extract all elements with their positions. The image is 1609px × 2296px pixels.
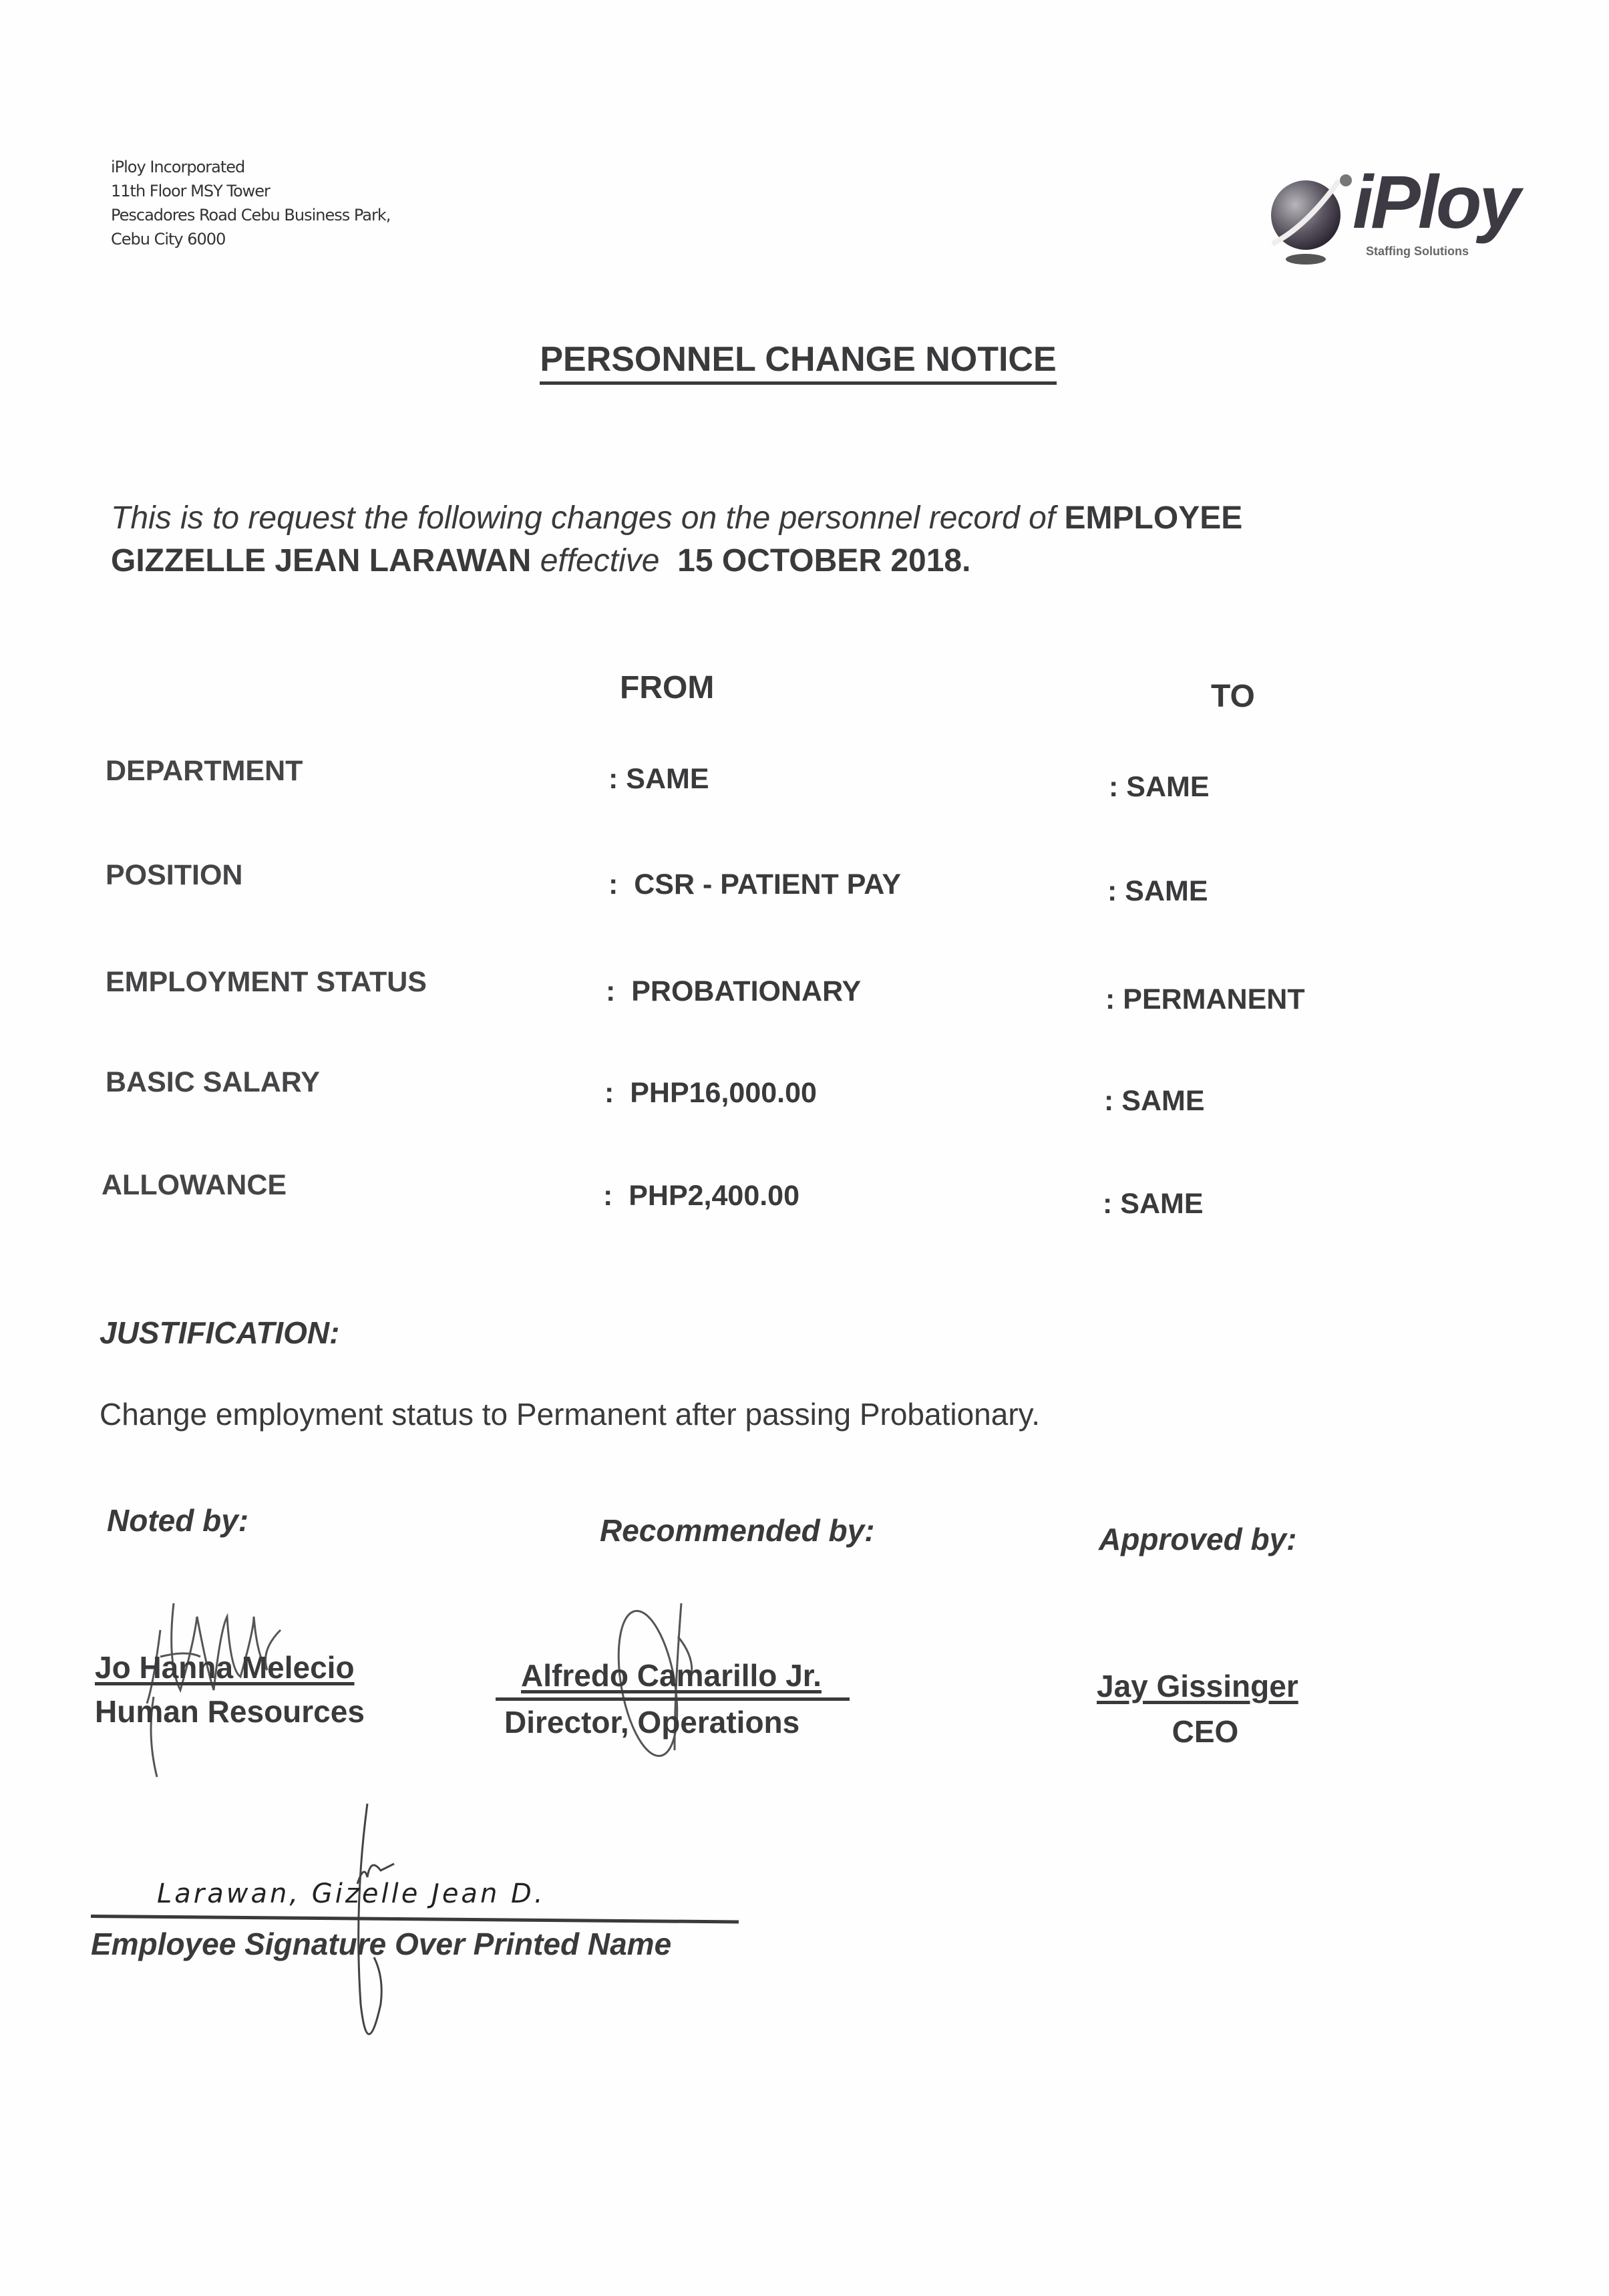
row-label-basic-salary: BASIC SALARY	[106, 1066, 320, 1098]
signatory-title-camarillo: Director, Operations	[504, 1705, 800, 1740]
company-logo	[1266, 160, 1533, 267]
noted-by-caption: Noted by:	[107, 1503, 249, 1538]
row-from-basic-salary: : PHP16,000.00	[604, 1077, 817, 1109]
signatory-line-camarillo	[496, 1697, 850, 1701]
row-to-basic-salary: : SAME	[1104, 1085, 1205, 1117]
signatory-name-camarillo: Alfredo Camarillo Jr.	[521, 1658, 822, 1693]
signature-melecio	[134, 1590, 334, 1790]
to-header: TO	[1211, 679, 1255, 714]
justification-label: JUSTIFICATION:	[100, 1315, 340, 1350]
logo-tagline: Staffing Solutions	[1366, 244, 1469, 258]
approved-by-caption: Approved by:	[1099, 1522, 1297, 1556]
address-line: 11th Floor MSY Tower	[111, 182, 270, 200]
employee-signature-label: Employee Signature Over Printed Name	[91, 1927, 672, 1961]
row-to-employment-status: : PERMANENT	[1105, 983, 1305, 1015]
row-to-allowance: : SAME	[1103, 1188, 1204, 1220]
intro-line-1: This is to request the following changes on the personnel record of EMPLOYEE	[111, 500, 1243, 536]
globe-icon	[1266, 174, 1353, 267]
row-from-department: : SAME	[608, 763, 709, 795]
signatory-title-gissinger: CEO	[1172, 1714, 1239, 1749]
row-label-department: DEPARTMENT	[106, 755, 303, 787]
effective-date: 15 OCTOBER 2018.	[677, 543, 971, 579]
signatory-title-melecio: Human Resources	[95, 1694, 365, 1729]
from-header: FROM	[620, 670, 715, 705]
row-to-position: : SAME	[1107, 875, 1208, 907]
page-title: PERSONNEL CHANGE NOTICE	[0, 339, 1596, 379]
row-from-position: : CSR - PATIENT PAY	[608, 868, 901, 900]
signature-camarillo	[601, 1597, 801, 1797]
row-label-position: POSITION	[106, 859, 243, 891]
row-to-department: : SAME	[1109, 771, 1210, 803]
signatory-name-melecio: Jo Hanna Melecio	[95, 1650, 355, 1685]
signatory-name-gissinger: Jay Gissinger	[1097, 1669, 1298, 1703]
logo-wordmark: iPloy	[1353, 160, 1518, 244]
address-line: Cebu City 6000	[111, 230, 226, 249]
row-label-employment-status: EMPLOYMENT STATUS	[106, 966, 427, 998]
employee-label: EMPLOYEE	[1064, 500, 1243, 536]
company-address	[111, 155, 390, 251]
row-from-employment-status: : PROBATIONARY	[606, 975, 862, 1007]
address-line: iPloy Incorporated	[111, 158, 245, 176]
row-label-allowance: ALLOWANCE	[102, 1169, 287, 1201]
employee-name: GIZZELLE JEAN LARAWAN	[111, 543, 532, 579]
employee-handwritten-name: Larawan, Gizelle Jean D.	[157, 1878, 546, 1909]
row-from-allowance: : PHP2,400.00	[603, 1180, 800, 1212]
intro-line-2: GIZZELLE JEAN LARAWAN effective 15 OCTOBER 2018.	[111, 543, 971, 579]
recommended-by-caption: Recommended by:	[600, 1513, 875, 1548]
justification-text: Change employment status to Permanent after passing Probationary.	[100, 1397, 1041, 1432]
address-line: Pescadores Road Cebu Business Park,	[111, 206, 391, 224]
